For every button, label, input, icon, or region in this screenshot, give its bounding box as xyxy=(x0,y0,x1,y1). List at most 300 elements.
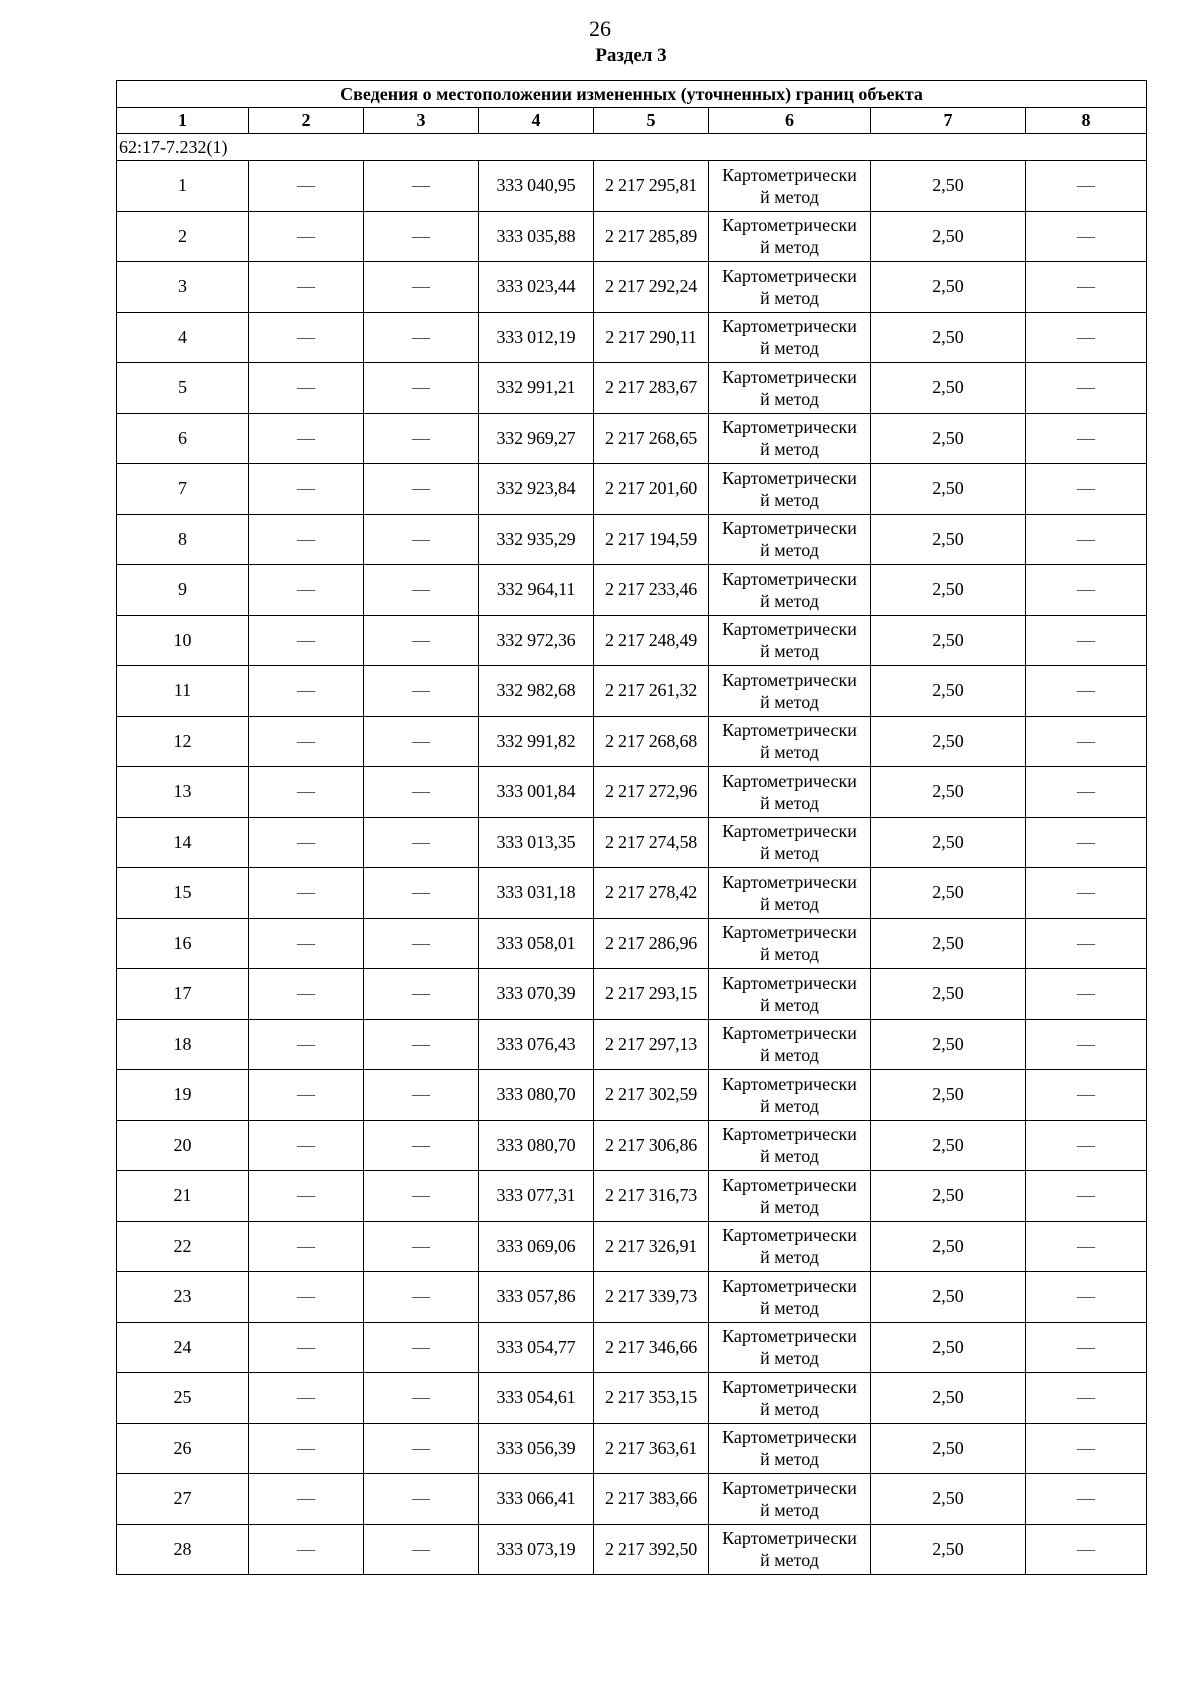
point-number-cell: 10 xyxy=(117,615,249,666)
column-8-cell: — xyxy=(1026,767,1147,818)
point-number-cell: 20 xyxy=(117,1120,249,1171)
table-row xyxy=(117,312,1147,363)
method-text-line-2: й метод xyxy=(760,691,819,712)
column-3-cell: — xyxy=(364,312,479,363)
column-8-cell: — xyxy=(1026,1272,1147,1323)
column-3-cell: — xyxy=(364,1019,479,1070)
accuracy-cell: 2,50 xyxy=(871,1019,1026,1070)
column-8-cell: — xyxy=(1026,565,1147,616)
y-coordinate-cell: 2 217 283,67 xyxy=(594,363,709,414)
column-3-cell: — xyxy=(364,767,479,818)
column-header: 2 xyxy=(249,108,364,134)
y-coordinate-cell: 2 217 316,73 xyxy=(594,1171,709,1222)
method-cell xyxy=(709,312,871,363)
column-2-cell: — xyxy=(249,1373,364,1424)
method-cell xyxy=(709,413,871,464)
point-number-cell: 22 xyxy=(117,1221,249,1272)
method-text-line-1: Картометрически xyxy=(722,164,857,185)
column-8-cell: — xyxy=(1026,666,1147,717)
point-number-cell: 24 xyxy=(117,1322,249,1373)
table-row xyxy=(117,211,1147,262)
object-id-row xyxy=(117,134,1147,161)
column-8-cell: — xyxy=(1026,161,1147,212)
accuracy-cell: 2,50 xyxy=(871,1524,1026,1575)
y-coordinate-cell: 2 217 353,15 xyxy=(594,1373,709,1424)
method-text-line-2: й метод xyxy=(760,540,819,561)
accuracy-cell: 2,50 xyxy=(871,716,1026,767)
method-text-line-1: Картометрически xyxy=(722,821,857,842)
column-8-cell: — xyxy=(1026,1373,1147,1424)
column-3-cell: — xyxy=(364,817,479,868)
method-text-line-1: Картометрически xyxy=(722,1326,857,1347)
column-3-cell: — xyxy=(364,918,479,969)
section-title: Раздел 3 xyxy=(595,45,667,66)
method-text-line-2: й метод xyxy=(760,237,819,258)
y-coordinate-cell: 2 217 292,24 xyxy=(594,262,709,313)
column-3-cell: — xyxy=(364,716,479,767)
method-text-line-2: й метод xyxy=(760,1449,819,1470)
accuracy-cell: 2,50 xyxy=(871,1221,1026,1272)
column-3-cell: — xyxy=(364,1322,479,1373)
column-8-cell: — xyxy=(1026,1423,1147,1474)
accuracy-cell: 2,50 xyxy=(871,918,1026,969)
column-8-cell: — xyxy=(1026,1171,1147,1222)
accuracy-cell: 2,50 xyxy=(871,1070,1026,1121)
method-text-line-1: Картометрически xyxy=(722,417,857,438)
method-cell xyxy=(709,464,871,515)
column-header: 1 xyxy=(117,108,249,134)
point-number-cell: 17 xyxy=(117,969,249,1020)
y-coordinate-cell: 2 217 233,46 xyxy=(594,565,709,616)
accuracy-cell: 2,50 xyxy=(871,1120,1026,1171)
x-coordinate-cell: 333 066,41 xyxy=(479,1474,594,1525)
column-2-cell: — xyxy=(249,1524,364,1575)
table-body xyxy=(117,134,1147,1575)
accuracy-cell: 2,50 xyxy=(871,615,1026,666)
table-row xyxy=(117,1070,1147,1121)
column-2-cell: — xyxy=(249,514,364,565)
x-coordinate-cell: 333 056,39 xyxy=(479,1423,594,1474)
accuracy-cell: 2,50 xyxy=(871,413,1026,464)
point-number-cell: 3 xyxy=(117,262,249,313)
table-row xyxy=(117,1221,1147,1272)
x-coordinate-cell: 333 057,86 xyxy=(479,1272,594,1323)
method-text-line-2: й метод xyxy=(760,994,819,1015)
table-row xyxy=(117,817,1147,868)
y-coordinate-cell: 2 217 302,59 xyxy=(594,1070,709,1121)
table-row xyxy=(117,868,1147,919)
accuracy-cell: 2,50 xyxy=(871,565,1026,616)
x-coordinate-cell: 332 972,36 xyxy=(479,615,594,666)
point-number-cell: 16 xyxy=(117,918,249,969)
method-text-line-1: Картометрически xyxy=(722,1174,857,1195)
method-text-line-2: й метод xyxy=(760,388,819,409)
method-text-line-1: Картометрически xyxy=(722,316,857,337)
method-cell xyxy=(709,1322,871,1373)
point-number-cell: 27 xyxy=(117,1474,249,1525)
column-2-cell: — xyxy=(249,767,364,818)
method-cell xyxy=(709,666,871,717)
method-text-line-1: Картометрически xyxy=(722,1376,857,1397)
column-3-cell: — xyxy=(364,969,479,1020)
point-number-cell: 7 xyxy=(117,464,249,515)
x-coordinate-cell: 333 069,06 xyxy=(479,1221,594,1272)
page-number: 26 xyxy=(589,16,611,41)
table-row xyxy=(117,1120,1147,1171)
column-2-cell: — xyxy=(249,1423,364,1474)
table-row xyxy=(117,615,1147,666)
column-header: 8 xyxy=(1026,108,1147,134)
x-coordinate-cell: 333 080,70 xyxy=(479,1120,594,1171)
x-coordinate-cell: 333 001,84 xyxy=(479,767,594,818)
method-cell xyxy=(709,969,871,1020)
method-cell xyxy=(709,615,871,666)
column-8-cell: — xyxy=(1026,312,1147,363)
column-2-cell: — xyxy=(249,161,364,212)
column-2-cell: — xyxy=(249,464,364,515)
point-number-cell: 2 xyxy=(117,211,249,262)
table-row xyxy=(117,1524,1147,1575)
column-header: 6 xyxy=(709,108,871,134)
y-coordinate-cell: 2 217 326,91 xyxy=(594,1221,709,1272)
method-text-line-1: Картометрически xyxy=(722,467,857,488)
x-coordinate-cell: 332 991,82 xyxy=(479,716,594,767)
column-8-cell: — xyxy=(1026,817,1147,868)
column-3-cell: — xyxy=(364,615,479,666)
table-row xyxy=(117,1171,1147,1222)
column-3-cell: — xyxy=(364,363,479,414)
column-3-cell: — xyxy=(364,413,479,464)
column-8-cell: — xyxy=(1026,716,1147,767)
column-3-cell: — xyxy=(364,1474,479,1525)
y-coordinate-cell: 2 217 392,50 xyxy=(594,1524,709,1575)
column-2-cell: — xyxy=(249,1019,364,1070)
x-coordinate-cell: 332 991,21 xyxy=(479,363,594,414)
column-8-cell: — xyxy=(1026,1070,1147,1121)
x-coordinate-cell: 333 076,43 xyxy=(479,1019,594,1070)
column-8-cell: — xyxy=(1026,514,1147,565)
point-number-cell: 13 xyxy=(117,767,249,818)
table-row xyxy=(117,1019,1147,1070)
accuracy-cell: 2,50 xyxy=(871,666,1026,717)
table-row xyxy=(117,1373,1147,1424)
x-coordinate-cell: 333 013,35 xyxy=(479,817,594,868)
method-text-line-1: Картометрически xyxy=(722,366,857,387)
column-8-cell: — xyxy=(1026,413,1147,464)
method-text-line-1: Картометрически xyxy=(722,922,857,943)
method-text-line-2: й метод xyxy=(760,1095,819,1116)
method-text-line-2: й метод xyxy=(760,1196,819,1217)
method-text-line-2: й метод xyxy=(760,843,819,864)
y-coordinate-cell: 2 217 363,61 xyxy=(594,1423,709,1474)
table-row xyxy=(117,918,1147,969)
method-cell xyxy=(709,1423,871,1474)
table-row xyxy=(117,262,1147,313)
method-text-line-1: Картометрически xyxy=(722,871,857,892)
point-number-cell: 15 xyxy=(117,868,249,919)
method-text-line-2: й метод xyxy=(760,944,819,965)
column-2-cell: — xyxy=(249,716,364,767)
accuracy-cell: 2,50 xyxy=(871,1322,1026,1373)
column-8-cell: — xyxy=(1026,918,1147,969)
method-text-line-1: Картометрически xyxy=(722,720,857,741)
method-text-line-1: Картометрически xyxy=(722,1275,857,1296)
method-text-line-2: й метод xyxy=(760,590,819,611)
point-number-cell: 18 xyxy=(117,1019,249,1070)
x-coordinate-cell: 333 073,19 xyxy=(479,1524,594,1575)
table-row xyxy=(117,161,1147,212)
point-number-cell: 1 xyxy=(117,161,249,212)
column-8-cell: — xyxy=(1026,969,1147,1020)
point-number-cell: 8 xyxy=(117,514,249,565)
method-cell xyxy=(709,767,871,818)
method-text-line-1: Картометрически xyxy=(722,669,857,690)
y-coordinate-cell: 2 217 278,42 xyxy=(594,868,709,919)
method-cell xyxy=(709,1221,871,1272)
y-coordinate-cell: 2 217 201,60 xyxy=(594,464,709,515)
column-3-cell: — xyxy=(364,1373,479,1424)
point-number-cell: 19 xyxy=(117,1070,249,1121)
x-coordinate-cell: 333 054,61 xyxy=(479,1373,594,1424)
column-header-row xyxy=(117,108,1147,134)
boundary-coordinates-table xyxy=(116,80,1147,1575)
column-header: 5 xyxy=(594,108,709,134)
y-coordinate-cell: 2 217 268,65 xyxy=(594,413,709,464)
column-3-cell: — xyxy=(364,868,479,919)
accuracy-cell: 2,50 xyxy=(871,211,1026,262)
column-8-cell: — xyxy=(1026,615,1147,666)
column-3-cell: — xyxy=(364,666,479,717)
column-2-cell: — xyxy=(249,363,364,414)
y-coordinate-cell: 2 217 306,86 xyxy=(594,1120,709,1171)
y-coordinate-cell: 2 217 248,49 xyxy=(594,615,709,666)
y-coordinate-cell: 2 217 194,59 xyxy=(594,514,709,565)
method-text-line-2: й метод xyxy=(760,1348,819,1369)
method-cell xyxy=(709,565,871,616)
x-coordinate-cell: 333 012,19 xyxy=(479,312,594,363)
column-8-cell: — xyxy=(1026,1221,1147,1272)
point-number-cell: 25 xyxy=(117,1373,249,1424)
point-number-cell: 11 xyxy=(117,666,249,717)
accuracy-cell: 2,50 xyxy=(871,1272,1026,1323)
method-text-line-1: Картометрически xyxy=(722,972,857,993)
x-coordinate-cell: 332 982,68 xyxy=(479,666,594,717)
table-row xyxy=(117,1423,1147,1474)
method-text-line-2: й метод xyxy=(760,1499,819,1520)
point-number-cell: 6 xyxy=(117,413,249,464)
point-number-cell: 28 xyxy=(117,1524,249,1575)
column-3-cell: — xyxy=(364,1221,479,1272)
method-text-line-2: й метод xyxy=(760,1146,819,1167)
method-cell xyxy=(709,1373,871,1424)
column-8-cell: — xyxy=(1026,464,1147,515)
column-8-cell: — xyxy=(1026,211,1147,262)
y-coordinate-cell: 2 217 272,96 xyxy=(594,767,709,818)
method-cell xyxy=(709,868,871,919)
column-2-cell: — xyxy=(249,1120,364,1171)
method-text-line-2: й метод xyxy=(760,439,819,460)
column-header: 7 xyxy=(871,108,1026,134)
column-2-cell: — xyxy=(249,918,364,969)
column-8-cell: — xyxy=(1026,868,1147,919)
method-cell xyxy=(709,1070,871,1121)
method-text-line-2: й метод xyxy=(760,1550,819,1571)
column-2-cell: — xyxy=(249,565,364,616)
column-3-cell: — xyxy=(364,464,479,515)
table-row xyxy=(117,1322,1147,1373)
x-coordinate-cell: 332 935,29 xyxy=(479,514,594,565)
table-row xyxy=(117,363,1147,414)
column-3-cell: — xyxy=(364,514,479,565)
y-coordinate-cell: 2 217 261,32 xyxy=(594,666,709,717)
method-text-line-1: Картометрически xyxy=(722,770,857,791)
column-2-cell: — xyxy=(249,969,364,1020)
method-cell xyxy=(709,211,871,262)
table-caption-row xyxy=(117,81,1147,108)
column-2-cell: — xyxy=(249,1171,364,1222)
y-coordinate-cell: 2 217 286,96 xyxy=(594,918,709,969)
column-2-cell: — xyxy=(249,868,364,919)
column-3-cell: — xyxy=(364,1272,479,1323)
column-2-cell: — xyxy=(249,312,364,363)
method-text-line-2: й метод xyxy=(760,186,819,207)
accuracy-cell: 2,50 xyxy=(871,1423,1026,1474)
table-row xyxy=(117,1272,1147,1323)
x-coordinate-cell: 333 031,18 xyxy=(479,868,594,919)
method-text-line-2: й метод xyxy=(760,1398,819,1419)
accuracy-cell: 2,50 xyxy=(871,1474,1026,1525)
column-3-cell: — xyxy=(364,262,479,313)
column-header: 3 xyxy=(364,108,479,134)
method-cell xyxy=(709,817,871,868)
method-text-line-2: й метод xyxy=(760,893,819,914)
y-coordinate-cell: 2 217 383,66 xyxy=(594,1474,709,1525)
method-text-line-2: й метод xyxy=(760,489,819,510)
method-cell xyxy=(709,1120,871,1171)
y-coordinate-cell: 2 217 346,66 xyxy=(594,1322,709,1373)
accuracy-cell: 2,50 xyxy=(871,1171,1026,1222)
method-text-line-1: Картометрически xyxy=(722,1073,857,1094)
table-row xyxy=(117,969,1147,1020)
table-row xyxy=(117,666,1147,717)
x-coordinate-cell: 332 969,27 xyxy=(479,413,594,464)
x-coordinate-cell: 333 023,44 xyxy=(479,262,594,313)
accuracy-cell: 2,50 xyxy=(871,868,1026,919)
method-text-line-1: Картометрически xyxy=(722,518,857,539)
y-coordinate-cell: 2 217 297,13 xyxy=(594,1019,709,1070)
x-coordinate-cell: 333 054,77 xyxy=(479,1322,594,1373)
method-text-line-1: Картометрически xyxy=(722,1225,857,1246)
x-coordinate-cell: 333 035,88 xyxy=(479,211,594,262)
y-coordinate-cell: 2 217 274,58 xyxy=(594,817,709,868)
point-number-cell: 5 xyxy=(117,363,249,414)
y-coordinate-cell: 2 217 268,68 xyxy=(594,716,709,767)
method-text-line-2: й метод xyxy=(760,1247,819,1268)
method-text-line-1: Картометрически xyxy=(722,1528,857,1549)
table-caption: Сведения о местоположении измененных (уточненных) границ объекта xyxy=(117,81,1147,108)
column-8-cell: — xyxy=(1026,1019,1147,1070)
method-text-line-2: й метод xyxy=(760,287,819,308)
y-coordinate-cell: 2 217 285,89 xyxy=(594,211,709,262)
column-2-cell: — xyxy=(249,211,364,262)
column-2-cell: — xyxy=(249,817,364,868)
method-text-line-1: Картометрически xyxy=(722,1124,857,1145)
point-number-cell: 9 xyxy=(117,565,249,616)
column-3-cell: — xyxy=(364,161,479,212)
column-2-cell: — xyxy=(249,413,364,464)
method-text-line-1: Картометрически xyxy=(722,568,857,589)
method-cell xyxy=(709,1524,871,1575)
accuracy-cell: 2,50 xyxy=(871,767,1026,818)
table-row xyxy=(117,1474,1147,1525)
column-8-cell: — xyxy=(1026,1322,1147,1373)
method-text-line-1: Картометрически xyxy=(722,619,857,640)
method-cell xyxy=(709,918,871,969)
method-cell xyxy=(709,1272,871,1323)
method-text-line-1: Картометрически xyxy=(722,215,857,236)
column-2-cell: — xyxy=(249,1474,364,1525)
column-3-cell: — xyxy=(364,211,479,262)
table-row xyxy=(117,716,1147,767)
accuracy-cell: 2,50 xyxy=(871,464,1026,515)
method-text-line-1: Картометрически xyxy=(722,1023,857,1044)
point-number-cell: 21 xyxy=(117,1171,249,1222)
x-coordinate-cell: 333 077,31 xyxy=(479,1171,594,1222)
column-2-cell: — xyxy=(249,615,364,666)
table-row xyxy=(117,514,1147,565)
accuracy-cell: 2,50 xyxy=(871,514,1026,565)
method-cell xyxy=(709,716,871,767)
table-row xyxy=(117,565,1147,616)
column-8-cell: — xyxy=(1026,1120,1147,1171)
point-number-cell: 12 xyxy=(117,716,249,767)
column-3-cell: — xyxy=(364,565,479,616)
method-cell xyxy=(709,1474,871,1525)
y-coordinate-cell: 2 217 295,81 xyxy=(594,161,709,212)
method-text-line-2: й метод xyxy=(760,1045,819,1066)
accuracy-cell: 2,50 xyxy=(871,312,1026,363)
method-cell xyxy=(709,262,871,313)
column-2-cell: — xyxy=(249,262,364,313)
accuracy-cell: 2,50 xyxy=(871,262,1026,313)
method-text-line-1: Картометрически xyxy=(722,1427,857,1448)
y-coordinate-cell: 2 217 290,11 xyxy=(594,312,709,363)
column-3-cell: — xyxy=(364,1524,479,1575)
column-8-cell: — xyxy=(1026,1524,1147,1575)
method-cell xyxy=(709,363,871,414)
method-text-line-2: й метод xyxy=(760,792,819,813)
accuracy-cell: 2,50 xyxy=(871,161,1026,212)
method-text-line-2: й метод xyxy=(760,641,819,662)
table-row xyxy=(117,464,1147,515)
method-text-line-2: й метод xyxy=(760,742,819,763)
method-cell xyxy=(709,1171,871,1222)
accuracy-cell: 2,50 xyxy=(871,363,1026,414)
column-8-cell: — xyxy=(1026,1474,1147,1525)
accuracy-cell: 2,50 xyxy=(871,817,1026,868)
object-id: 62:17-7.232(1) xyxy=(117,134,1147,161)
point-number-cell: 26 xyxy=(117,1423,249,1474)
y-coordinate-cell: 2 217 339,73 xyxy=(594,1272,709,1323)
x-coordinate-cell: 333 040,95 xyxy=(479,161,594,212)
column-3-cell: — xyxy=(364,1070,479,1121)
point-number-cell: 14 xyxy=(117,817,249,868)
column-8-cell: — xyxy=(1026,363,1147,414)
column-2-cell: — xyxy=(249,1272,364,1323)
column-8-cell: — xyxy=(1026,262,1147,313)
x-coordinate-cell: 333 058,01 xyxy=(479,918,594,969)
method-cell xyxy=(709,1019,871,1070)
